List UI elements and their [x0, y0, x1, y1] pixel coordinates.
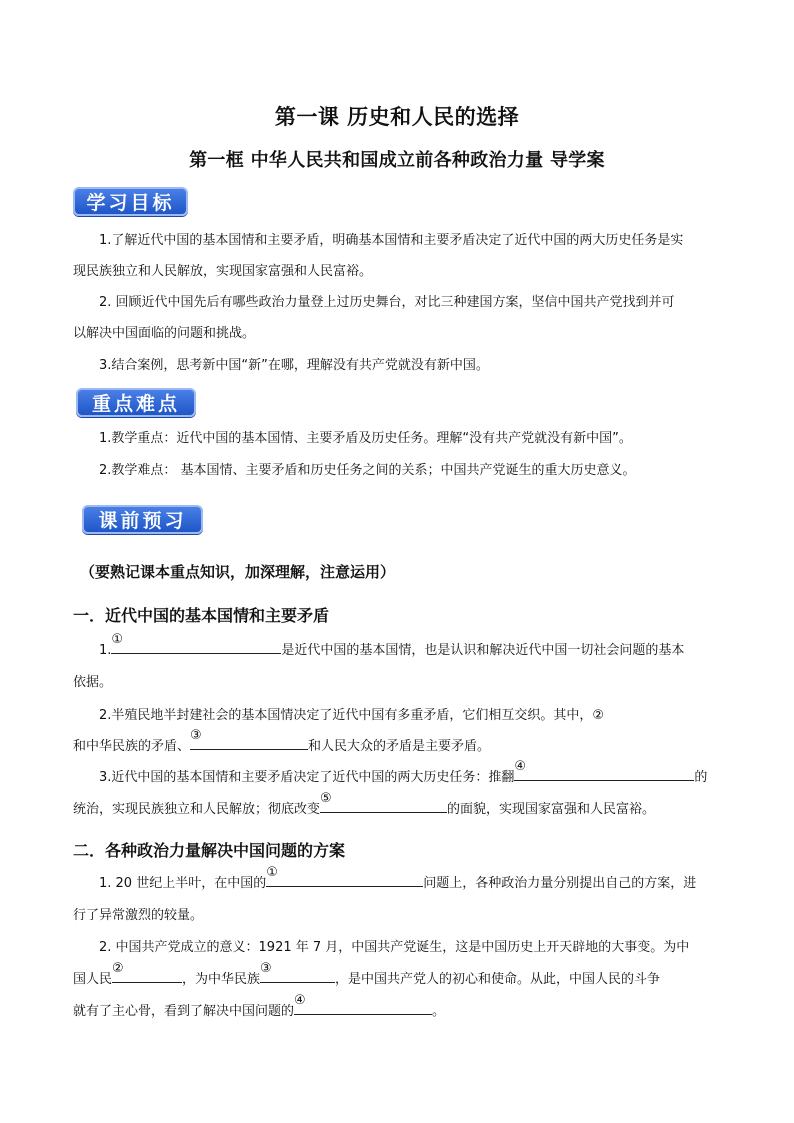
s1-q3-line2 — [73, 791, 656, 825]
s2-q2-text-b: ，为中华民族 — [182, 972, 261, 987]
s1-blank-4-number: ④ — [514, 759, 527, 774]
keypoint-1: 1.教学重点：近代中国的基本国情、主要矛盾及历史任务。理解“没有共产党就没有新中国”。 — [99, 431, 632, 446]
objective-1-line1: 1.了解近代中国的基本国情和主要矛盾，明确基本国情和主要矛盾决定了近代中国的两大历史任务是实 — [99, 233, 684, 248]
s1-q1-prefix: 1. — [99, 643, 112, 658]
preview-note: （要熟记课本重点知识，加深理解，注意运用） — [80, 563, 396, 581]
s1-q1-line2: 依据。 — [73, 675, 113, 690]
s1-q2-line2 — [73, 728, 491, 762]
s1-q3-text-a: 3.近代中国的基本国情和主要矛盾决定了近代中国的两大历史任务：推翻 — [99, 770, 515, 785]
s1-q2-line1 — [99, 700, 604, 731]
s2-q2-text-d: 就有了主心骨，看到了解决中国问题的 — [73, 1004, 295, 1019]
s1-q3-line1 — [99, 759, 708, 793]
s2-blank-4-number: ④ — [294, 993, 306, 1008]
s2-q2-line2 — [73, 961, 661, 995]
s1-blank-5-number: ⑤ — [320, 791, 332, 806]
s1-q3-text-c: 统治，实现民族独立和人民解放；彻底改变 — [73, 802, 321, 817]
s1-q2-text-b: 和中华民族的矛盾、 — [73, 739, 191, 754]
preview-badge: 课前预习 — [82, 505, 203, 534]
s2-q1-line2: 行了异常激烈的较量。 — [73, 908, 204, 923]
page-subtitle: 第一框 中华人民共和国成立前各种政治力量 导学案 — [189, 150, 605, 171]
s2-q2-line3 — [73, 993, 446, 1027]
s1-q2-text-c: 和人民大众的矛盾是主要矛盾。 — [308, 739, 491, 754]
s2-q2-text-e: 。 — [432, 1004, 446, 1019]
s1-q1-line1 — [99, 632, 685, 666]
objective-3: 3.结合案例，思考新中国“新”在哪，理解没有共产党就没有新中国。 — [99, 358, 489, 373]
s1-q3-text-d: 的面貌，实现国家富强和人民富裕。 — [447, 802, 656, 817]
s1-blank-3-number: ③ — [190, 728, 202, 743]
s2-q1-line1 — [99, 865, 697, 899]
objective-2-line2: 以解决中国面临的问题和挑战。 — [73, 326, 256, 341]
s2-q2-text-c: ，是中国共产党人的初心和使命。从此，中国人民的斗争 — [335, 972, 661, 987]
objective-2-line1: 2. 回顾近代中国先后有哪些政治力量登上过历史舞台，对比三种建国方案，坚信中国共产党找到并可 — [99, 295, 675, 310]
s2-blank-3-number: ③ — [260, 961, 272, 976]
s2-blank-2-number: ② — [112, 961, 124, 976]
keypoint-2: 2.教学难点： 基本国情、主要矛盾和历史任务之间的关系；中国共产党诞生的重大历史意义。 — [99, 463, 636, 478]
section1-heading: 一．近代中国的基本国情和主要矛盾 — [73, 606, 330, 625]
s1-blank-3[interactable] — [190, 728, 308, 750]
keypoints-badge: 重点难点 — [76, 388, 196, 417]
s1-q1-suffix: 是近代中国的基本国情，也是认识和解决近代中国一切社会问题的基本 — [281, 643, 685, 658]
s2-q1-text-a: 1. 20 世纪上半叶，在中国的 — [99, 876, 267, 891]
s1-q2-text-a: 2.半殖民地半封建社会的基本国情决定了近代中国有多重矛盾，它们相互交织。其中， — [99, 708, 593, 723]
s2-q1-text-b: 问题上，各种政治力量分别提出自己的方案，进 — [423, 876, 697, 891]
objective-1-line2: 现民族独立和人民解放，实现国家富强和人民富裕。 — [73, 264, 373, 279]
s2-q2-text-a: 国人民 — [73, 972, 113, 987]
section2-heading: 二．各种政治力量解决中国问题的方案 — [73, 841, 346, 860]
s2-blank-3[interactable] — [260, 961, 335, 983]
s2-blank-1-number: ① — [266, 865, 278, 880]
s2-blank-2[interactable] — [112, 961, 182, 983]
s1-blank-1-number: ① — [111, 632, 124, 647]
s2-blank-1[interactable] — [266, 865, 423, 887]
objectives-badge: 学习目标 — [73, 187, 188, 216]
page-title: 第一课 历史和人民的选择 — [274, 104, 520, 129]
s1-q3-text-b: 的 — [694, 770, 708, 785]
s1-blank-1[interactable] — [111, 632, 281, 654]
s1-blank-5[interactable] — [320, 791, 447, 813]
s2-q2-line1: 2. 中国共产党成立的意义：1921 年 7 月，中国共产党诞生，这是中国历史上开天辟地的大事变。为中 — [99, 940, 690, 955]
s1-blank-4[interactable] — [514, 759, 694, 781]
s2-blank-4[interactable] — [294, 993, 432, 1015]
s1-q2-num2: ② — [592, 708, 605, 723]
